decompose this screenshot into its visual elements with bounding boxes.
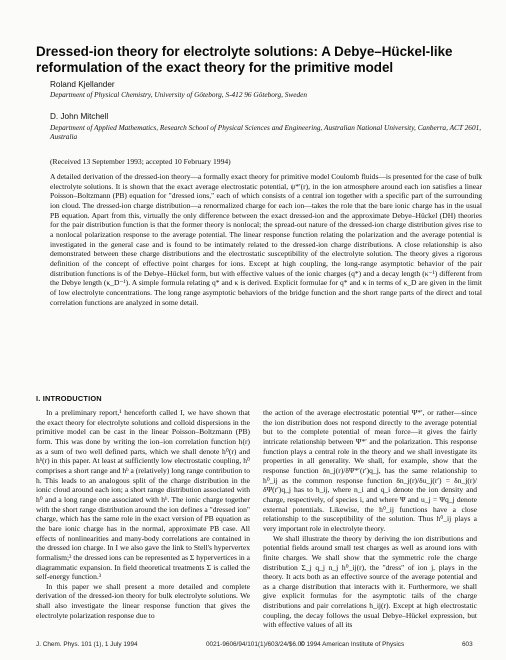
author-affiliation-2: Department of Applied Mathematics, Research School of Physical Sciences and Engineering, Australian National University, Canberra, ACT 2601, Australia [50,123,482,141]
paragraph: We shall illustrate the theory by deriving the ion distributions and potential fields around small test charges as well as around ions with finite charges. We shall show that the symmetric role the charge distribution Σ_j q_j n_j h⁰_ij(r), the "dress" of ion j, plays in the theory. It acts both as an effective source of the average potential and as a charge distribution that interacts with it. Furthermore, we shall give explicit formulas for the asymptotic tails of the charge distributions and pair correlations h_ij(r). Except at high electrostatic coupling, the decay follows the usual Debye–Hückel expression, but with effective values of all its [263,533,477,630]
section-heading: I. INTRODUCTION [36,394,102,403]
footer-journal: J. Chem. Phys. 101 (1), 1 July 1994 [36,641,138,648]
paragraph: In this paper we shall present a more detailed and complete derivation of the dressed-ion theory for bulk electrolyte solutions. We shall also investigate the linear response function that gives the electrolyte polarization response due to [36,581,250,620]
abstract: A detailed derivation of the dressed-ion theory—a formally exact theory for primitive model Coulomb fluids—is presented for the case of bulk electrolyte solutions. It is shown that the exact average electrostatic potential, ψ*′(r), in the ion atmosphere around each ion satisfies a linear Poisson–Boltzmann (PB) equation for "dressed ions," each of which consists of a central ion together with a specific part of the surrounding ion cloud. The dressed-ion charge distribution—a renormalized charge for each ion—takes the role that the bare ionic charge has in the usual PB equation. Apart from this, virtually the only difference between the exact dressed-ion and the approximate Debye–Hückel (DH) theories for the pair distribution function is that the former theory is nonlocal; the spread-out nature of the dressed-ion charge distribution gives rise to a nonlocal polarization response to the average potential. The linear response function relating the polarization and the average potential is investigated in the general case and is found to be intimately related to the dressed-ion charge distributions. A close relationship is also demonstrated between these charge distributions and the electrostatic susceptibility of the electrolyte solution. The theory gives a rigorous definition of the concept of effective point charges for ions. Except at high coupling, the long-range asymptotic behavior of the pair distribution functions is of the Debye–Hückel form, but with effective values of the ionic charges (q*) and a decay length (κ⁻¹) different from the Debye length (κ_D⁻¹). A simple formula relating q* and κ is derived. Explicit formulae for q* and κ in terms of κ_D are given in the limit of low electrolyte concentrations. The long range asymptotic behaviors of the bridge function and the short range parts of the direct and total correlation functions are analyzed in some detail. [50,172,482,307]
right-column [263,408,477,630]
article-title: Dressed-ion theory for electrolyte solutions: A Debye–Hückel-like reformulation of the exact theory for the primitive model [36,44,453,75]
footer-copyright: © 1994 American Institute of Physics [300,641,405,648]
author-name-2: D. John Mitchell [50,112,109,121]
paragraph: the action of the average electrostatic potential Ψ*′, or rather—since the ion distribution does not respond directly to the average potential but to the complete potential of mean force—it gives the fairly intricate relationship between Ψ*′ and the polarization. This response function plays a central role in the theory and we shall investigate its properties in all generality. We shall, for example, show that the response function δn_j(r)/δΨ*′(r′)q_j, has the same relationship to h⁰_ij as the common response function δn_j(r)/δu_j(r′) = δn_j(r)/δΨ(r′)q_j has to h_ij, where n_i and q_i denote the ion density and charge, respectively, of species i, and where Ψ and u_j = Ψq_j denote external potentials. Likewise, the h⁰_ij functions have a close relationship to the susceptibility of the solution. Thus h⁰_ij plays a very important role in electrolyte theory. [263,408,477,533]
paragraph: In a preliminary report,¹ henceforth called I, we have shown that the exact theory for electrolyte solutions and colloid dispersions in the primitive model can be cast in the linear Poisson–Boltzmann (PB) form. This was done by writing the ion–ion correlation function h(r) as a sum of two well defined parts, which we shall denote h⁰(r) and hᵇ(r) in this paper. At least at sufficiently low electrostatic coupling, h⁰ comprises a short range and hᵇ a (relatively) long range contribution to h. This leads to an analogous split of the charge distribution in the ionic cloud around each ion; a short range distribution associated with h⁰ and a long range one associated with hᵇ. The ionic charge together with the short range distribution around the ion defines a "dressed ion" charge, which has the same role in the exact version of PB equation as the bare ionic charge has in the normal, approximate PB case. All effects of nonlinearities and many-body correlations are contained in the dressed ion charge. In I we also gave the link to Stell's hypervertex formalism;² the dressed ions can be represented as Σ hypervertices in a diagrammatic expansion. In field theoretical treatments Σ is called the self-energy function.³ [36,408,250,582]
author-affiliation-1: Department of Physical Chemistry, University of Göteborg, S-412 96 Göteborg, Sweden [50,90,308,99]
footer-code: 0021-9606/94/101(1)/603/24/$6.00 [206,641,305,648]
left-column [36,408,250,620]
author-name-1: Roland Kjellander [50,80,115,89]
page-number: 603 [462,641,473,648]
received-dates: (Received 13 September 1993; accepted 10 February 1994) [50,157,231,166]
